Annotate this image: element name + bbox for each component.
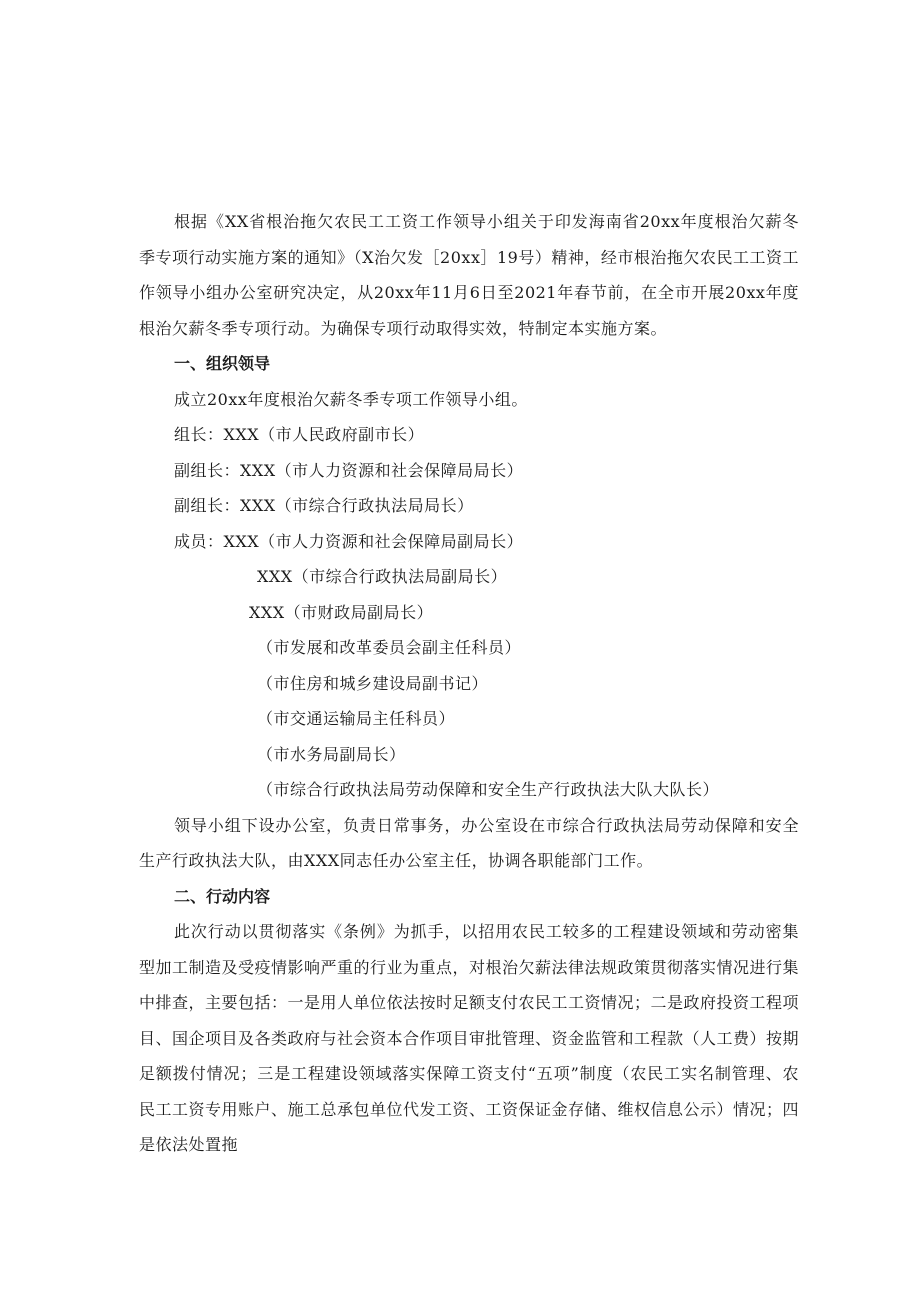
intro-paragraph: 根据《XX省根治拖欠农民工工资工作领导小组关于印发海南省20xx年度根治欠薪冬季专项行动实施方案的通知》（X治欠发［20xx］19号）精神，经市根治拖欠农民工工资工作领导小组办公室研究决定，从20xx年11月6日至2021年春节前，在全市开展20xx年度根治欠薪冬季专项行动。为确保专项行动取得实效，特制定本实施方案。 (139, 212, 799, 338)
member-line: XXX（市财政局副局长） (249, 602, 434, 622)
office-paragraph: 领导小组下设办公室，负责日常事务，办公室设在市综合行政执法局劳动保障和安全生产行政执法大队，由XXX同志任办公室主任，协调各职能部门工作。 (139, 815, 799, 870)
member-line: （市水务局副局长） (257, 744, 406, 764)
group-leader: 组长：XXX（市人民政府副市长） (174, 425, 425, 444)
member-line: 成员：XXX（市人力资源和社会保障局副局长） (174, 531, 524, 551)
member-line: XXX（市综合行政执法局副局长） (257, 567, 508, 586)
leadership-group-lead: 成立20xx年度根治欠薪冬季专项工作领导小组。 (174, 389, 528, 409)
actions-paragraph: 此次行动以贯彻落实《条例》为抓手，以招用农民工较多的工程建设领域和劳动密集型加工制造及受疫情影响严重的行业为重点，对根治欠薪法律法规政策贯彻落实情况进行集中排查，主要包括：一是用人单位依法按时足额支付农民工工资情况；二是政府投资工程项目、国企项目及各类政府与社会资本合作项目审批管理、资金监管和工程款（人工费）按期足额拨付情况；三是工程建设领域落实保障工资支付“五项”制度（农民工实名制管理、农民工工资专用账户、施工总承包单位代发工资、工资保证金存储、维权信息公示）情况；四是依法处置拖 (139, 922, 800, 1154)
deputy-leader-2: 副组长：XXX（市综合行政执法局局长） (174, 496, 474, 515)
document-body (139, 204, 799, 1163)
member-line: （市发展和改革委员会副主任科员） (257, 638, 522, 657)
member-line: （市住房和城乡建设局副书记） (257, 673, 489, 693)
section-heading-actions: 二、行动内容 (174, 886, 271, 906)
deputy-leader-1: 副组长：XXX（市人力资源和社会保障局局长） (174, 460, 524, 480)
member-line: （市综合行政执法局劳动保障和安全生产行政执法大队大队长） (257, 780, 720, 799)
section-heading-organization: 一、组织领导 (174, 354, 271, 373)
member-line: （市交通运输局主任科员） (257, 709, 456, 728)
